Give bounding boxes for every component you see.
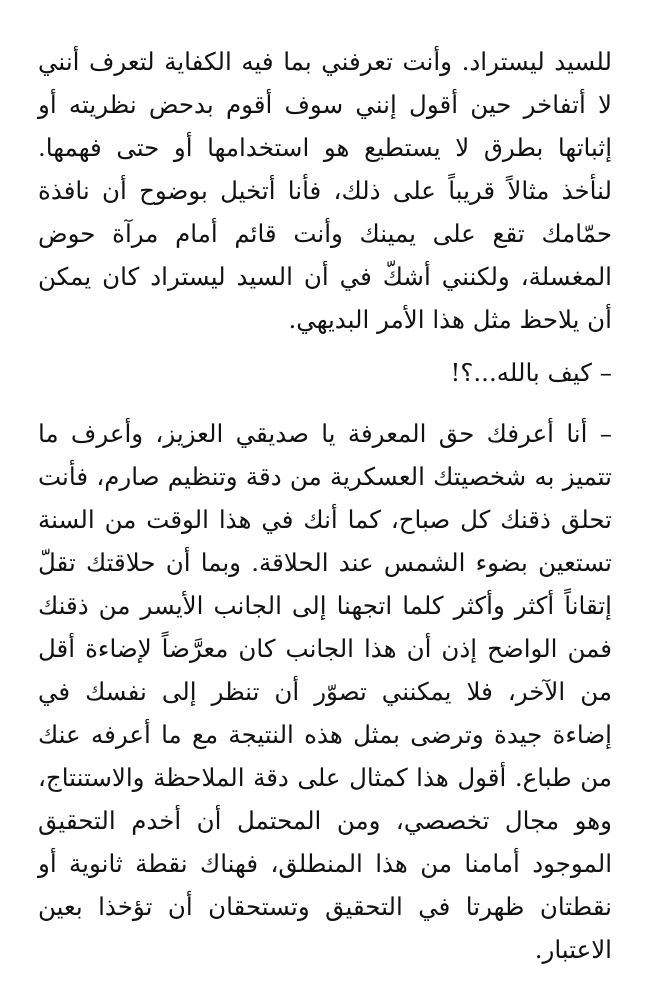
book-page — [38, 40, 612, 971]
paragraph-3-dialogue: – أنا أعرفك حق المعرفة يا صديقي العزيز، وأعرف ما تتميز به شخصيتك العسكرية من دقة وتنظيم صارم، فأنت تحلق ذقنك كل صباح، كما أنك في هذا الوقت من السنة تستعين بضوء الشمس عند الحلاقة. وبما أن حلاقتك تقلّ إتقاناً أكثر وأكثر كلما اتجهنا إلى الجانب الأيسر من ذقنك فمن الواضح إذن أن هذا الجانب كان معرَّضاً لإضاءة أقل من الآخر، فلا يمكنني تصوّر أن تنظر إلى نفسك في إضاءة جيدة وترضى بمثل هذه النتيجة مع ما أعرفه عنك من طباع. أقول هذا كمثال على دقة الملاحظة والاستنتاج، وهو مجال تخصصي، ومن المحتمل أن أخدم التحقيق الموجود أمامنا من هذا المنطلق، فهناك نقطة ثانوية أو نقطتان ظهرتا في التحقيق وتستحقان أن تؤخذا بعين الاعتبار. — [38, 419, 612, 964]
paragraph-spacer — [38, 341, 612, 351]
paragraph-1: للسيد ليستراد. وأنت تعرفني بما فيه الكفاية لتعرف أنني لا أتفاخر حين أقول إنني سوف أقوم بدحض نظريته أو إثباتها بطرق لا يستطيع هو استخدامها أو حتى فهمها. لنأخذ مثالاً قريباً على ذلك، فأنا أتخيل بوضوح أن نافذة حمّامك تقع على يمينك وأنت قائم أمام مرآة حوض المغسلة، ولكنني أشكّ في أن السيد ليستراد كان يمكن أن يلاحظ مثل هذا الأمر البديهي. — [38, 47, 612, 334]
paragraph-2-dialogue: – كيف بالله...؟! — [450, 358, 612, 387]
paragraph-spacer — [38, 394, 612, 412]
